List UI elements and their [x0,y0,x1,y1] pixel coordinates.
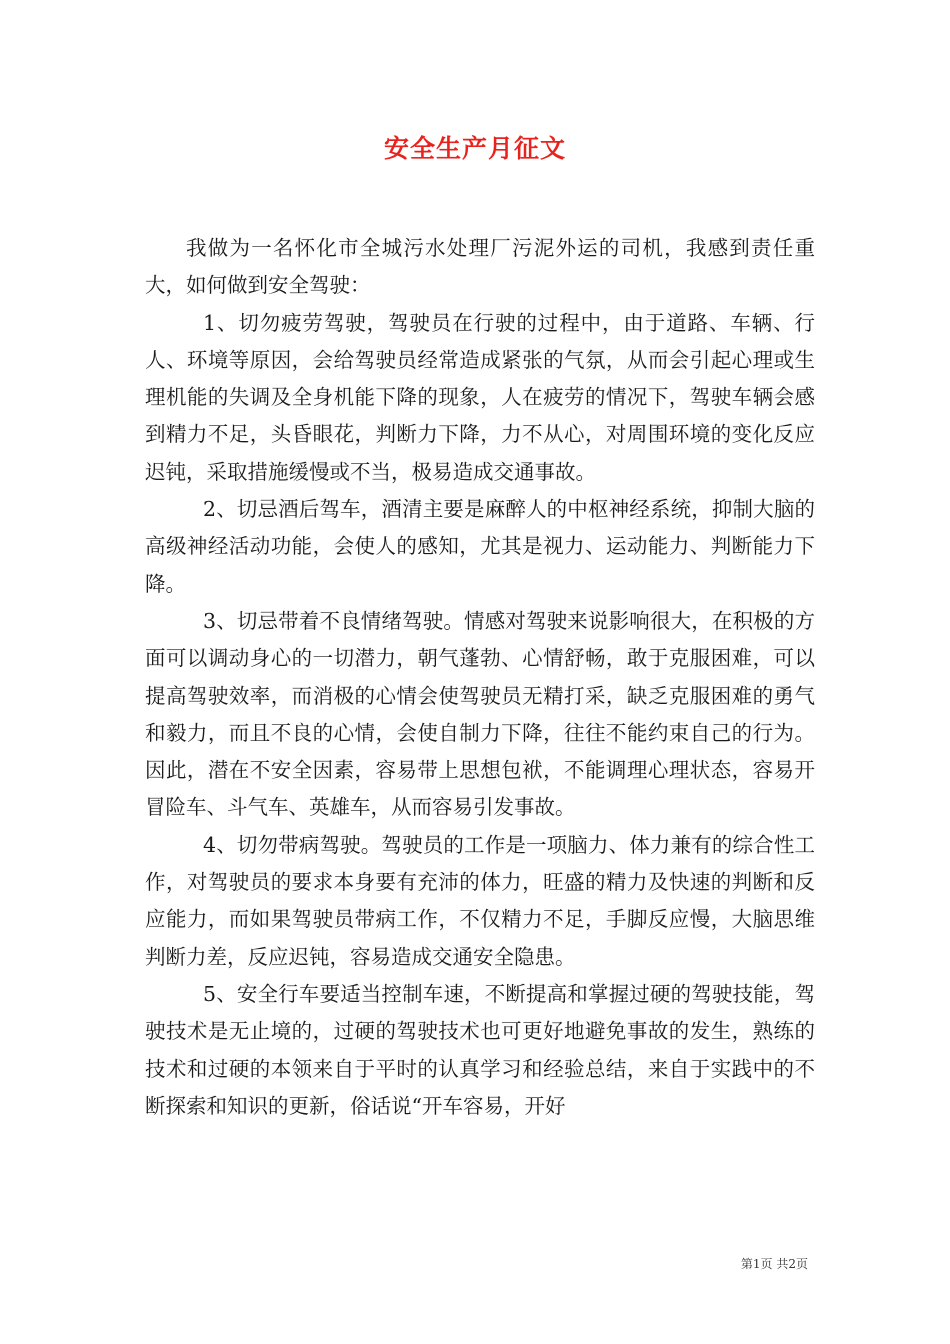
item-paragraph-1: 1、切勿疲劳驾驶，驾驶员在行驶的过程中，由于道路、车辆、行人、环境等原因，会给驾驶员经常造成紧张的气氛，从而会引起心理或生理机能的失调及全身机能下降的现象，人在疲劳的情况下，驾驶车辆会感到精力不足，头昏眼花，判断力下降，力不从心，对周围环境的变化反应迟钝，采取措施缓慢或不当，极易造成交通事故。 [145,310,815,484]
document-body [145,230,815,1125]
intro-paragraph: 我做为一名怀化市全城污水处理厂污泥外运的司机，我感到责任重大，如何做到安全驾驶： [145,236,815,298]
item-paragraph-3: 3、切忌带着不良情绪驾驶。情感对驾驶来说影响很大，在积极的方面可以调动身心的一切潜力，朝气蓬勃、心情舒畅，敢于克服困难，可以提高驾驶效率，而消极的心情会使驾驶员无精打采，缺乏克服困难的勇气和毅力，而且不良的心情，会使自制力下降，往往不能约束自己的行为。因此，潜在不安全因素，容易带上思想包袱，不能调理心理状态，容易开冒险车、斗气车、英雄车，从而容易引发事故。 [145,608,815,820]
item-paragraph-2: 2、切忌酒后驾车，酒清主要是麻醉人的中枢神经系统，抑制大脑的高级神经活动功能，会使人的感知，尤其是视力、运动能力、判断能力下降。 [145,497,815,596]
page-number-footer [741,1256,808,1272]
document-title: 安全生产月征文 [383,134,566,163]
page-number-text: 第1页 共2页 [740,1257,808,1271]
item-paragraph-4: 4、切勿带病驾驶。驾驶员的工作是一项脑力、体力兼有的综合性工作，对驾驶员的要求本身要有充沛的体力，旺盛的精力及快速的判断和反应能力，而如果驾驶员带病工作，不仅精力不足，手脚反应慢，大脑思维判断力差，反应迟钝，容易造成交通安全隐患。 [145,832,815,969]
item-paragraph-5: 5、安全行车要适当控制车速，不断提高和掌握过硬的驾驶技能，驾驶技术是无止境的，过硬的驾驶技术也可更好地避免事故的发生，熟练的技术和过硬的本领来自于平时的认真学习和经验总结，来自于实践中的不断探索和知识的更新，俗话说“开车容易，开好 [145,981,815,1118]
